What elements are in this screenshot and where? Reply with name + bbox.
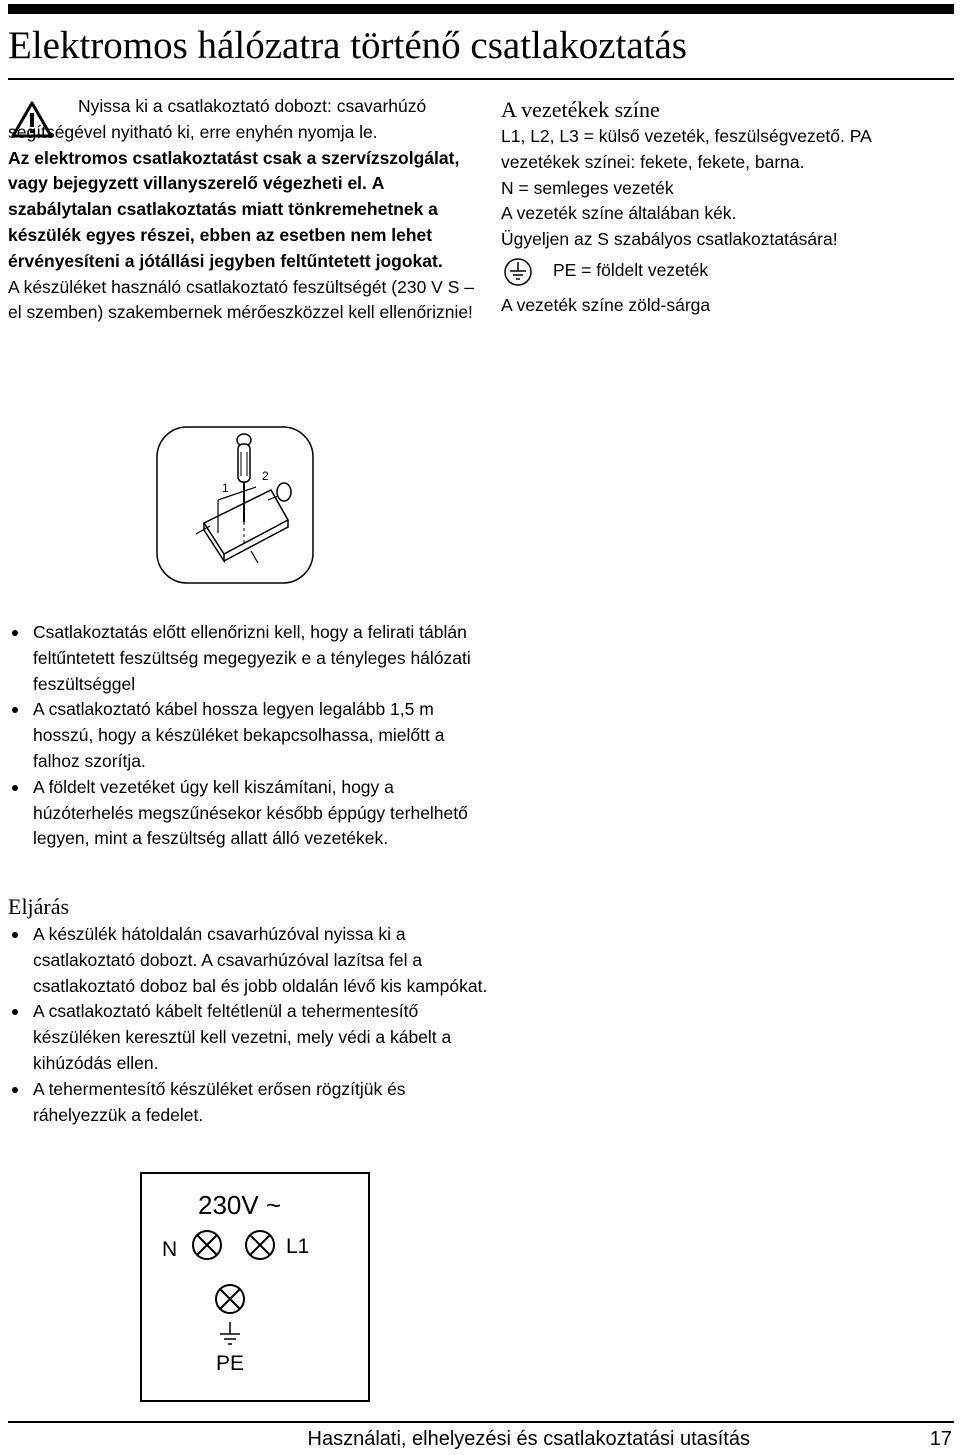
top-rule (8, 4, 954, 14)
figure-label-1: 1 (222, 481, 229, 495)
terminal-cross-circle-icon (216, 1285, 244, 1313)
warning-paragraph-open: Nyissa ki a csatlakoztató dobozt: csavarhúzó segítségével nyitható ki, erre enyhén nyomja le. (8, 96, 427, 142)
pe-label: PE = földelt vezeték (553, 259, 709, 280)
wire-colors-line1: L1, L2, L3 = külső vezeték, feszülségvezető. PA vezetékek színei: fekete, fekete, barna. (501, 126, 871, 172)
wire-colors-line3: A vezeték színe általában kék. (501, 203, 737, 224)
terminal-cross-circle-icon (246, 1231, 274, 1259)
list-item: A csatlakoztató kábelt feltétlenül a tehermentesítő készüléken keresztül kell vezetni, mely védi a kábelt a kihúzódás ellen. (8, 999, 488, 1076)
figure-label-2: 2 (262, 469, 269, 483)
procedure-list (8, 922, 488, 1128)
socket-voltage: 230V ~ (198, 1190, 282, 1220)
procedure-heading: Eljárás (8, 894, 70, 919)
screwdriver-opening-box-icon (156, 426, 314, 584)
wire-colors-heading: A vezetékek színe (501, 97, 660, 122)
socket-l1-label: L1 (286, 1235, 310, 1258)
list-item: A földelt vezetéket úgy kell kiszámítani, hogy a húzóterhelés megszűnésekor később éppúgy terhelhető legyen, mint a feszültség allatt álló vezetékek. (8, 775, 488, 852)
page-title: Elektromos hálózatra történő csatlakoztatás (8, 24, 687, 67)
wire-colors-line2: N = semleges vezeték (501, 177, 674, 198)
page-number: 17 (929, 1428, 952, 1450)
footer-title: Használati, elhelyezési és csatlakoztatási utasítás (307, 1428, 750, 1450)
warning-paragraph-bold (8, 146, 478, 275)
socket-n-label: N (162, 1238, 178, 1261)
warning-bold-a: Az elektromos csatlakoztatást csak a szervízszolgálat, vagy bejegyzett villanyszerelő végezheti el. (8, 147, 460, 194)
pe-row (501, 255, 951, 291)
socket-pe-label: PE (216, 1352, 245, 1375)
warning-section (8, 94, 478, 326)
list-item: A készülék hátoldalán csavarhúzóval nyissa ki a csatlakoztató dobozt. A csavarhúzóval lazítsa fel a csatlakoztató doboz bal és jobb oldalán lévő kis kampókat. (8, 922, 488, 999)
footer-rule (8, 1421, 954, 1423)
title-rule (8, 78, 954, 80)
ground-symbol-icon (503, 257, 533, 287)
socket-wiring-diagram (140, 1172, 370, 1402)
list-item: A csatlakoztató kábel hossza legyen legalább 1,5 m hosszú, hogy a készüléket bekapcsolhassa, mielőtt a falhoz szorítja. (8, 697, 488, 774)
list-item: Csatlakoztatás előtt ellenőrizni kell, hogy a felirati táblán feltűntetett feszültség megegyezik e a tényleges hálózati feszültséggel (8, 620, 488, 697)
wire-colors-section (501, 96, 951, 319)
requirements-list (8, 620, 488, 852)
warning-paragraph-measure: A készüléket használó csatlakoztató feszültségét (230 V S –el szemben) szakembernek mérőeszközzel kell ellenőriznie! (8, 276, 474, 323)
list-item: A tehermentesítő készüléket erősen rögzítjük és ráhelyezzük a fedelet. (8, 1077, 488, 1129)
wire-colors-line4: Ügyeljen az S szabályos csatlakoztatására! (501, 229, 838, 250)
pe-description: A vezeték színe zöld-sárga (501, 294, 711, 315)
terminal-cross-circle-icon (193, 1231, 221, 1259)
warning-bold-b: A szabálytalan csatlakoztatás miatt tönkremehetnek a készülék egyes részei, ebben az esetben nem lehet érvényesíteni a jótállási jegyben feltűntetett jogokat. (8, 173, 443, 271)
